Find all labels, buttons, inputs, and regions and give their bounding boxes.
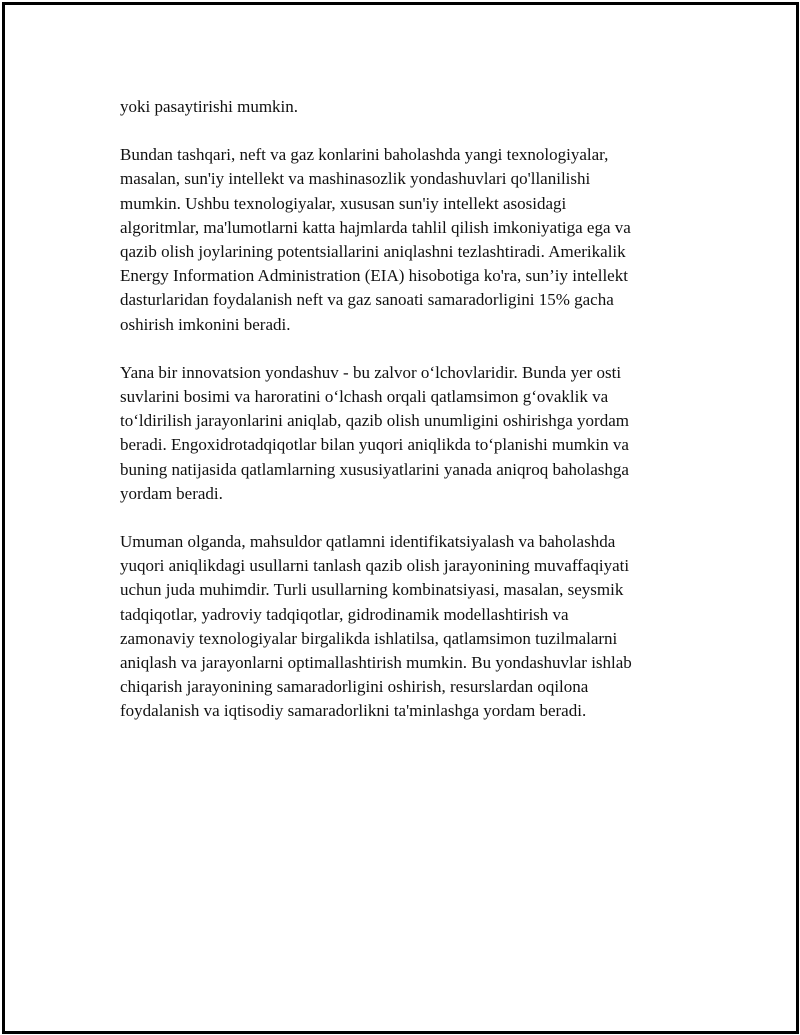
page-border [2, 2, 799, 1034]
text-line: foydalanish va iqtisodiy samaradorlikni ta'minlashga yordam beradi. [120, 701, 587, 721]
paragraph-2 [120, 143, 665, 337]
text-line: Energy Information Administration (EIA) hisobotiga ko'ra, sun’iy intellekt [120, 266, 628, 286]
text-line: zamonaviy texnologiyalar birgalikda ishlatilsa, qatlamsimon tuzilmalarni [120, 628, 618, 648]
text-line: mumkin. Ushbu texnologiyalar, xususan sun'iy intellekt asosidagi [120, 193, 567, 213]
text-line: Umuman olganda, mahsuldor qatlamni identifikatsiyalash va baholashda [120, 532, 616, 552]
text-line: aniqlash va jarayonlarni optimallashtirish mumkin. Bu yondashuvlar ishlab [120, 653, 632, 673]
text-line: yordam beradi. [120, 483, 223, 503]
text-line: Bundan tashqari, neft va gaz konlarini baholashda yangi texnologiyalar, [120, 145, 609, 165]
text-line: to‘ldirilish jarayonlarini aniqlab, qazib olish unumligini oshirishga yordam [120, 411, 629, 431]
text-line: uchun juda muhimdir. Turli usullarning kombinatsiyasi, masalan, seysmik [120, 580, 624, 600]
paragraph-3 [120, 361, 665, 506]
text-line: suvlarini bosimi va haroratini o‘lchash orqali qatlamsimon g‘ovaklik va [120, 387, 609, 407]
paragraph-4 [120, 530, 665, 724]
text-line: algoritmlar, ma'lumotlarni katta hajmlarda tahlil qilish imkoniyatiga ega va [120, 217, 631, 237]
text-line: masalan, sun'iy intellekt va mashinasozlik yondashuvlari qo'llanilishi [120, 169, 591, 189]
text-line: dasturlaridan foydalanish neft va gaz sanoati samaradorligini 15% gacha [120, 290, 614, 310]
document-body [120, 95, 665, 748]
text-line: chiqarish jarayonining samaradorligini oshirish, resurslardan oqilona [120, 677, 589, 697]
text-line: yoki pasaytirishi mumkin. [120, 97, 299, 116]
text-line: Yana bir innovatsion yondashuv - bu zalvor o‘lchovlaridir. Bunda yer osti [120, 362, 622, 382]
text-line: oshirish imkonini beradi. [120, 314, 291, 334]
text-line: tadqiqotlar, yadroviy tadqiqotlar, gidrodinamik modellashtirish va [120, 604, 569, 624]
text-line: yuqori aniqlikdagi usullarni tanlash qazib olish jarayonining muvaffaqiyati [120, 556, 630, 576]
text-line: buning natijasida qatlamlarning xususiyatlarini yanada aniqroq baholashga [120, 459, 629, 479]
paragraph-1 [120, 95, 665, 119]
text-line: beradi. Engoxidrotadqiqotlar bilan yuqori aniqlikda to‘planishi mumkin va [120, 435, 629, 455]
text-line: qazib olish joylarining potentsiallarini aniqlashni tezlashtiradi. Amerikalik [120, 242, 626, 262]
